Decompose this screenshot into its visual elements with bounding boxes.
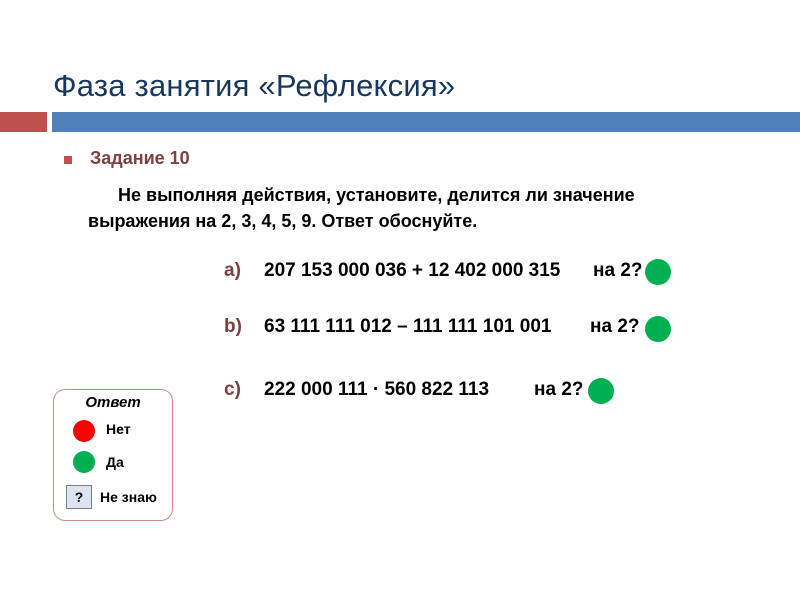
item-expression: 222 000 111 · 560 822 113 [264, 379, 490, 400]
item-expression: 207 153 000 036 + 12 402 000 315 [264, 260, 561, 281]
answer-yes-label: Да [106, 454, 124, 470]
item-question: на 2? [590, 316, 640, 337]
answer-legend [53, 389, 173, 521]
answer-unknown-label: Не знаю [100, 489, 157, 505]
red-dot-icon [73, 420, 95, 442]
task-label: Задание 10 [90, 148, 190, 168]
answer-indicator-green [645, 316, 671, 342]
item-expression: 63 111 111 012 – 111 111 101 001 [264, 316, 552, 337]
exercise-item-b [224, 313, 684, 343]
bullet-marker [64, 156, 72, 164]
answer-no-label: Нет [106, 421, 131, 437]
exercise-item-c [224, 376, 644, 406]
item-question: на 2? [593, 260, 643, 281]
exercise-item-a [224, 257, 684, 287]
item-letter: c) [224, 379, 241, 400]
item-question: на 2? [534, 379, 584, 400]
answer-indicator-green [645, 259, 671, 285]
green-dot-icon [73, 451, 95, 473]
item-letter: a) [224, 260, 241, 281]
accent-bar-blue [52, 112, 800, 132]
answer-indicator-green [588, 378, 614, 404]
task-text-line-2: выражения на 2, 3, 4, 5, 9. Ответ обоснуйте. [88, 211, 478, 231]
question-mark-icon: ? [66, 485, 92, 509]
task-text [88, 182, 708, 234]
accent-bar-red [0, 112, 47, 132]
answer-legend-title: Ответ [85, 394, 141, 411]
item-letter: b) [224, 316, 242, 337]
slide-title: Фаза занятия «Рефлексия» [53, 68, 456, 103]
task-text-line-1: Не выполняя действия, установите, делится ли значение [118, 185, 635, 205]
